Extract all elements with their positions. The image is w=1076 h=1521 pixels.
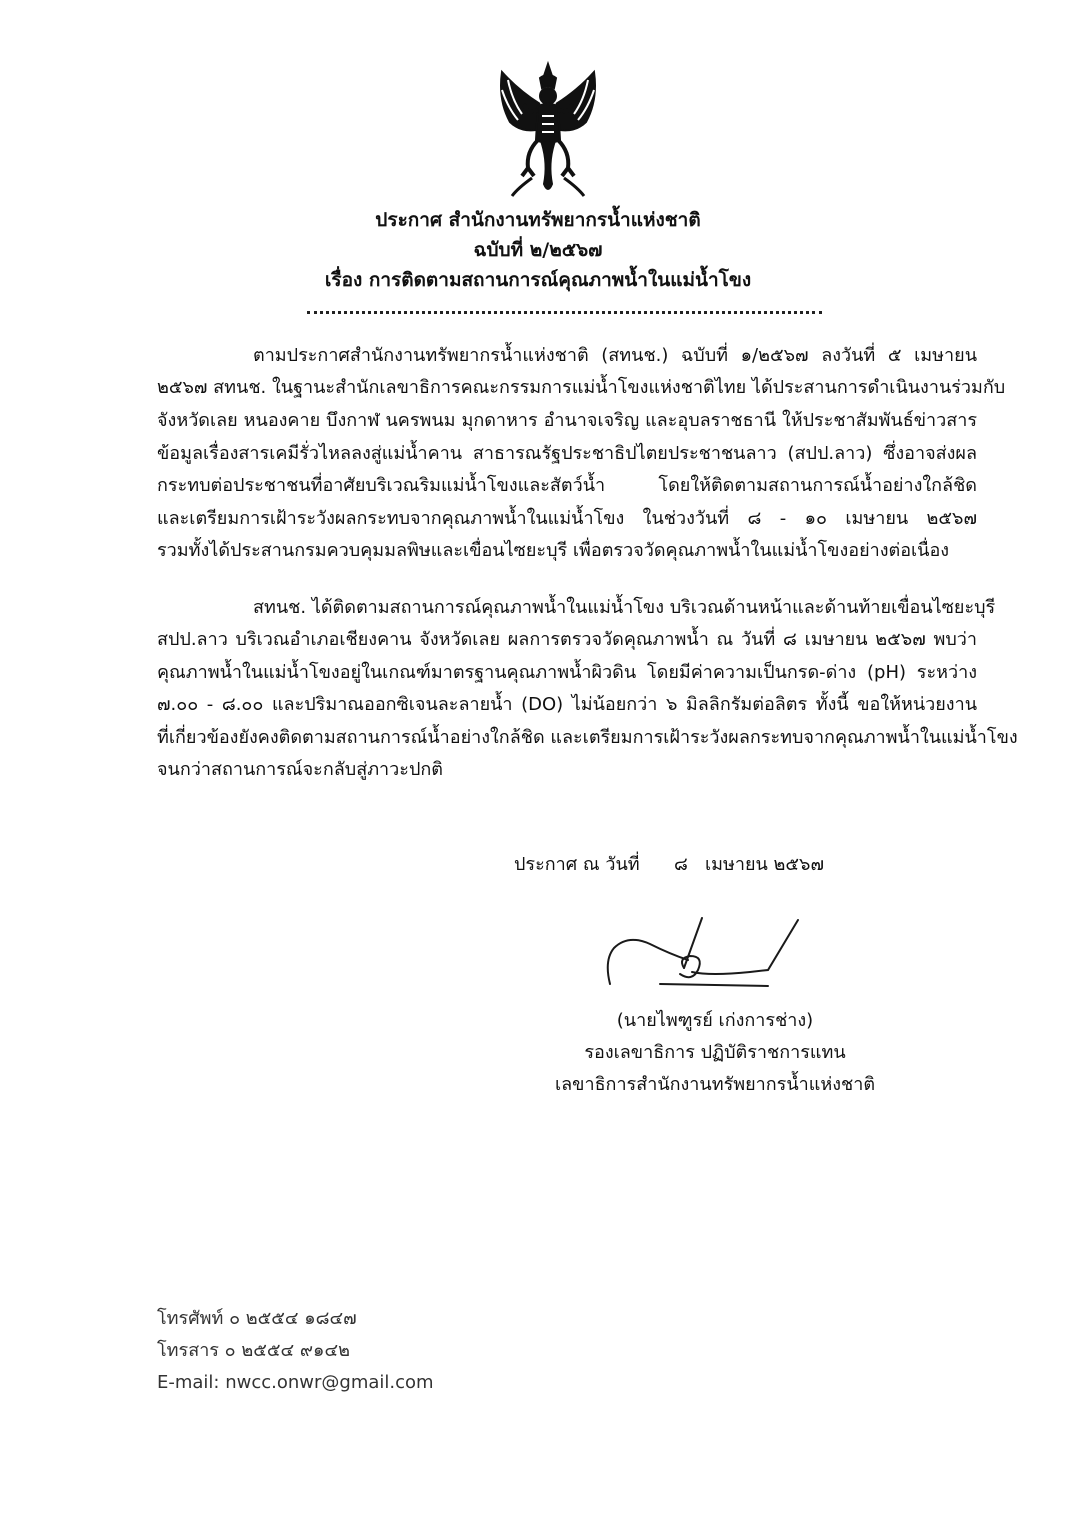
paragraph-1-line: ๒๕๖๗ สทนช. ในฐานะสำนักเลขาธิการคณะกรรมการแม่น้ำโขงแห่งชาติไทย ได้ประสานการดำเนินงานร่วมกับ xyxy=(157,377,1006,398)
contact-fax: โทรสาร ๐ ๒๕๕๔ ๙๑๔๒ xyxy=(157,1340,350,1361)
signer-position: เลขาธิการสำนักงานทรัพยากรน้ำแห่งชาติ xyxy=(554,1074,876,1095)
garuda-emblem-icon xyxy=(488,60,608,200)
contact-email: E-mail: nwcc.onwr@gmail.com xyxy=(157,1372,434,1393)
dotted-divider xyxy=(307,311,822,314)
paragraph-2-line: ๗.๐๐ - ๘.๐๐ และปริมาณออกซิเจนละลายน้ำ (DO) ไม่น้อยกว่า ๖ มิลลิกรัมต่อลิตร ทั้งนี้ ขอให้หน่วยงาน xyxy=(157,694,977,715)
signer-position: รองเลขาธิการ ปฏิบัติราชการแทน xyxy=(584,1042,846,1063)
paragraph-2-line: คุณภาพน้ำในแม่น้ำโขงอยู่ในเกณฑ์มาตรฐานคุณภาพน้ำผิวดิน โดยมีค่าความเป็นกรด-ด่าง (pH) ระหว่าง xyxy=(157,662,977,683)
contact-phone: โทรศัพท์ ๐ ๒๕๕๔ ๑๘๔๗ xyxy=(157,1308,357,1329)
announcement-date: ประกาศ ณ วันที่ ๘ เมษายน ๒๕๖๗ xyxy=(514,854,825,875)
paragraph-1-line: และเตรียมการเฝ้าระวังผลกระทบจากคุณภาพน้ำในแม่น้ำโขง ในช่วงวันที่ ๘ - ๑๐ เมษายน ๒๕๖๗ xyxy=(157,508,977,529)
paragraph-2-line: ที่เกี่ยวข้องยังคงติดตามสถานการณ์น้ำอย่างใกล้ชิด และเตรียมการเฝ้าระวังผลกระทบจากคุณภาพน้ำในแม่น้ำโขง xyxy=(157,727,1018,748)
signer-name: (นายไพฑูรย์ เก่งการช่าง) xyxy=(616,1010,814,1031)
paragraph-2-line: จนกว่าสถานการณ์จะกลับสู่ภาวะปกติ xyxy=(157,759,443,780)
paragraph-1-line: จังหวัดเลย หนองคาย บึงกาฬ นครพนม มุกดาหาร อำนาจเจริญ และอุบลราชธานี ให้ประชาสัมพันธ์ข่าวสาร xyxy=(157,410,977,431)
paragraph-2-line: สปป.ลาว บริเวณอำเภอเชียงคาน จังหวัดเลย ผลการตรวจวัดคุณภาพน้ำ ณ วันที่ ๘ เมษายน ๒๕๖๗ พบว่า xyxy=(157,629,977,650)
subject-line: เรื่อง การติดตามสถานการณ์คุณภาพน้ำในแม่น้ำโขง xyxy=(324,269,752,291)
paragraph-1-line: กระทบต่อประชาชนที่อาศัยบริเวณริมแม่น้ำโขงและสัตว์น้ำ โดยให้ติดตามสถานการณ์น้ำอย่างใกล้ชิด xyxy=(157,475,977,496)
issue-number: ฉบับที่ ๒/๒๕๖๗ xyxy=(473,239,603,261)
paragraph-1-line: รวมทั้งได้ประสานกรมควบคุมมลพิษและเขื่อนไซยะบุรี เพื่อตรวจวัดคุณภาพน้ำในแม่น้ำโขงอย่างต่อเนื่อง xyxy=(157,540,950,561)
paragraph-1-line: ข้อมูลเรื่องสารเคมีรั่วไหลลงสู่แม่น้ำคาน สาธารณรัฐประชาธิปไตยประชาชนลาว (สปป.ลาว) ซึ่งอาจส่งผล xyxy=(157,443,977,464)
announcement-heading xyxy=(0,205,1076,295)
announcement-title: ประกาศ สำนักงานทรัพยากรน้ำแห่งชาติ xyxy=(375,209,701,231)
handwritten-signature xyxy=(600,910,810,1000)
paragraph-1-line: ตามประกาศสำนักงานทรัพยากรน้ำแห่งชาติ (สทนช.) ฉบับที่ ๑/๒๕๖๗ ลงวันที่ ๕ เมษายน xyxy=(253,345,977,366)
paragraph-2-line: สทนช. ได้ติดตามสถานการณ์คุณภาพน้ำในแม่น้ำโขง บริเวณด้านหน้าและด้านท้ายเขื่อนไซยะบุรี xyxy=(253,597,996,618)
